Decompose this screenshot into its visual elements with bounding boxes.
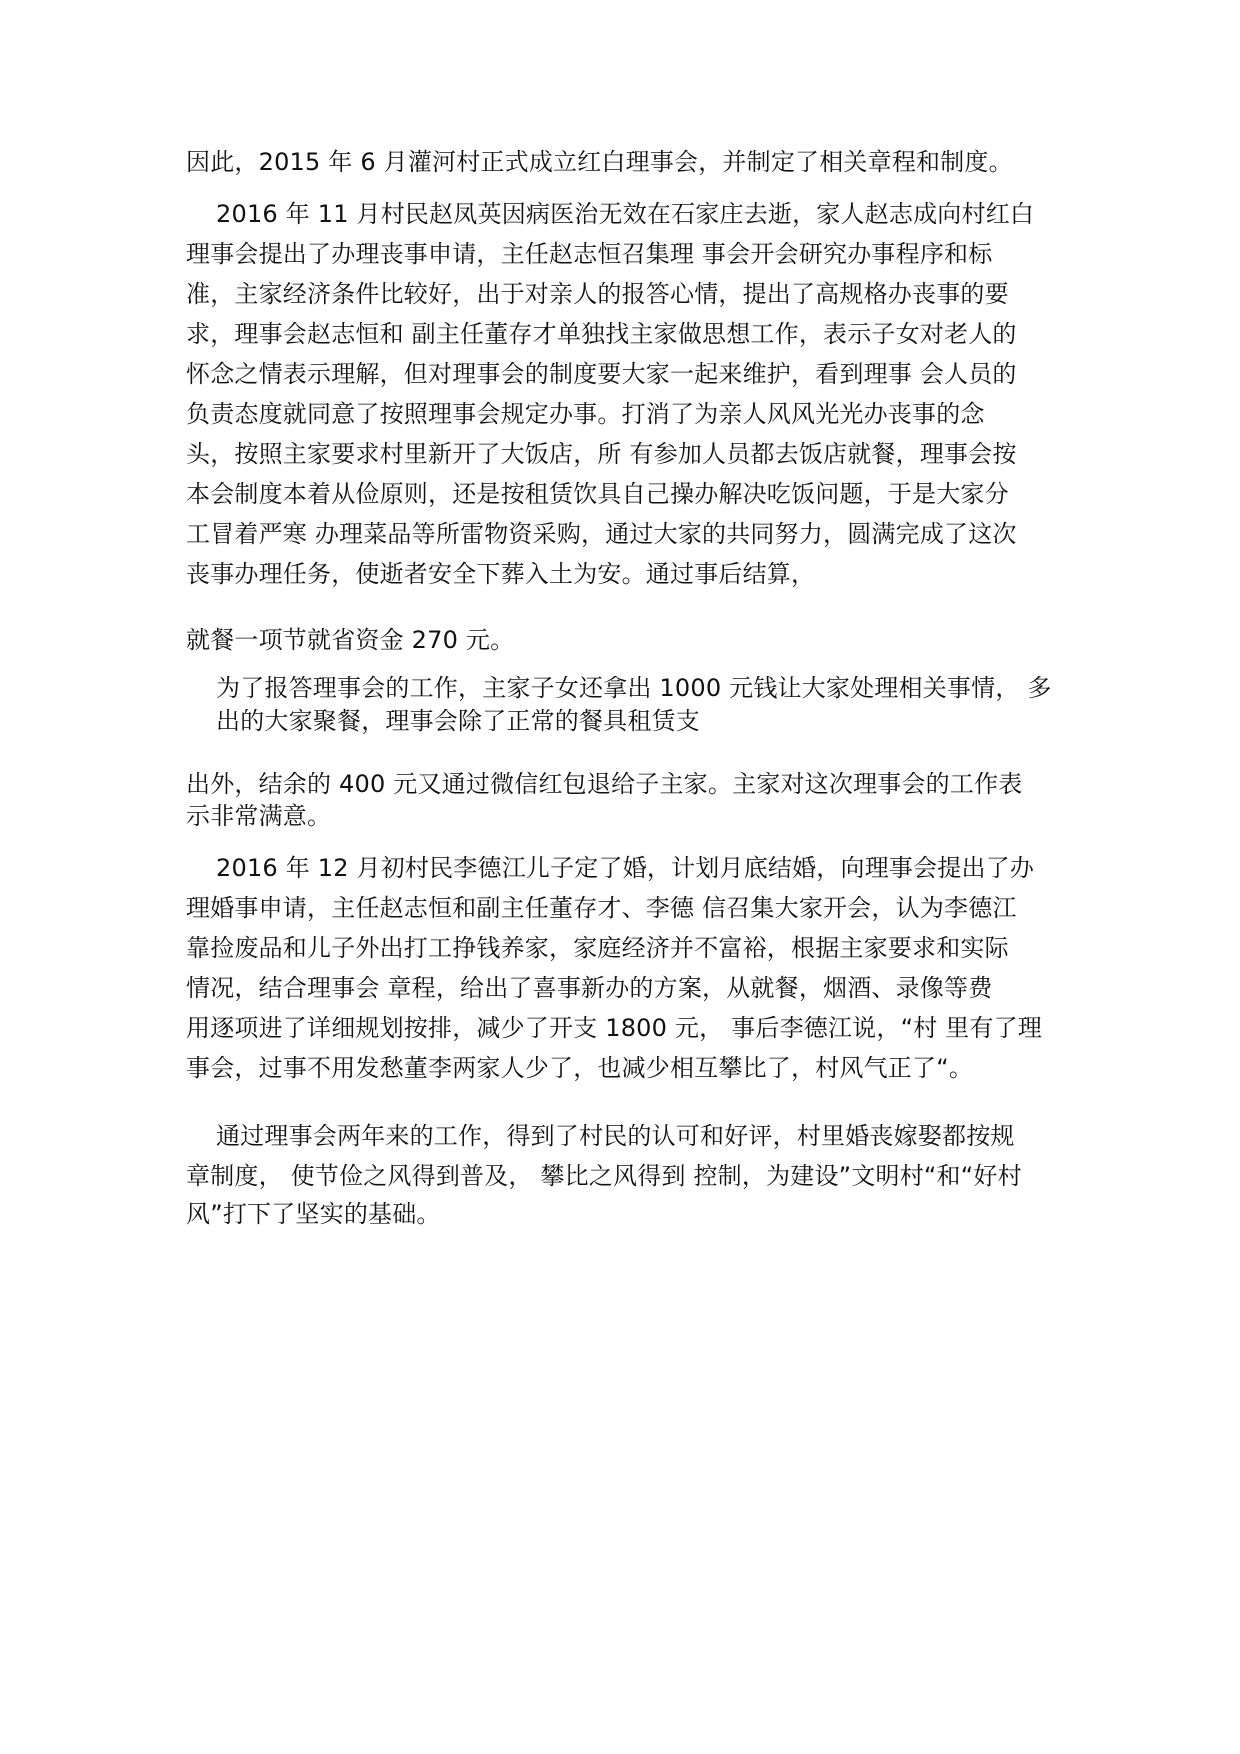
text-line: 负责态度就同意了按照理事会规定办事。打消了为亲人风风光光办丧事的念	[186, 400, 985, 428]
text-line: 事会，过事不用发愁董李两家人少了，也减少相互攀比了，村风气正了“。	[186, 1054, 974, 1082]
text-line: 工冒着严寒 办理菜品等所雷物资采购，通过大家的共同努力，圆满完成了这次	[186, 520, 1017, 548]
text-line: 准，主家经济条件比较好，出于对亲人的报答心情，提出了高规格办丧事的要	[186, 280, 1009, 308]
text-line: 出的大家聚餐，理事会除了正常的餐具租赁支	[216, 707, 700, 735]
text-line: 2016 年 11 月村民赵凤英因病医治无效在石家庄去逝，家人赵志成向村红白	[216, 200, 1035, 228]
text-line: 头，按照主家要求村里新开了大饭店，所 有参加人员都去饭店就餐，理事会按	[186, 440, 1017, 468]
text-line: 出外，结余的 400 元又通过微信红包退给子主家。主家对这次理事会的工作表	[186, 770, 1023, 798]
text-line: 风”打下了坚实的基础。	[186, 1200, 441, 1228]
text-line: 情况，结合理事会 章程，给出了喜事新办的方案，从就餐，烟酒、录像等费	[186, 974, 993, 1002]
text-line: 理婚事申请，主任赵志恒和副主任董存才、李德 信召集大家开会，认为李德江	[186, 894, 1017, 922]
text-line: 求，理事会赵志恒和 副主任董存才单独找主家做思想工作，表示子女对老人的	[186, 320, 1017, 348]
text-line: 因此，2015 年 6 月灌河村正式成立红白理事会，并制定了相关章程和制度。	[186, 148, 1013, 176]
text-line: 靠捡废品和儿子外出打工挣钱养家，家庭经济并不富裕，根据主家要求和实际	[186, 934, 1009, 962]
text-line: 示非常满意。	[186, 802, 332, 830]
text-line: 章制度， 使节俭之风得到普及， 攀比之风得到 控制，为建设”文明村“和“好村	[186, 1162, 1022, 1190]
text-line: 就餐一项节就省资金 270 元。	[186, 626, 515, 654]
text-line: 本会制度本着从俭原则，还是按租赁饮具自己操办解决吃饭问题，于是大家分	[186, 480, 1009, 508]
text-line: 用逐项进了详细规划按排，减少了开支 1800 元， 事后李德江说，“村 里有了理	[186, 1014, 1043, 1042]
text-line: 通过理事会两年来的工作，得到了村民的认可和好评，村里婚丧嫁娶都按规	[216, 1122, 1015, 1150]
text-line: 2016 年 12 月初村民李德江儿子定了婚，计划月底结婚，向理事会提出了办	[216, 854, 1035, 882]
text-line: 理事会提出了办理丧事申请，主任赵志恒召集理 事会开会研究办事程序和标	[186, 240, 993, 268]
text-line: 为了报答理事会的工作，主家子女还拿出 1000 元钱让大家处理相关事情， 多	[216, 674, 1052, 702]
text-line: 怀念之情表示理解，但对理事会的制度要大家一起来维护，看到理事 会人员的	[186, 360, 1017, 388]
text-line: 丧事办理任务，使逝者安全下葬入土为安。通过事后结算，	[186, 560, 816, 588]
